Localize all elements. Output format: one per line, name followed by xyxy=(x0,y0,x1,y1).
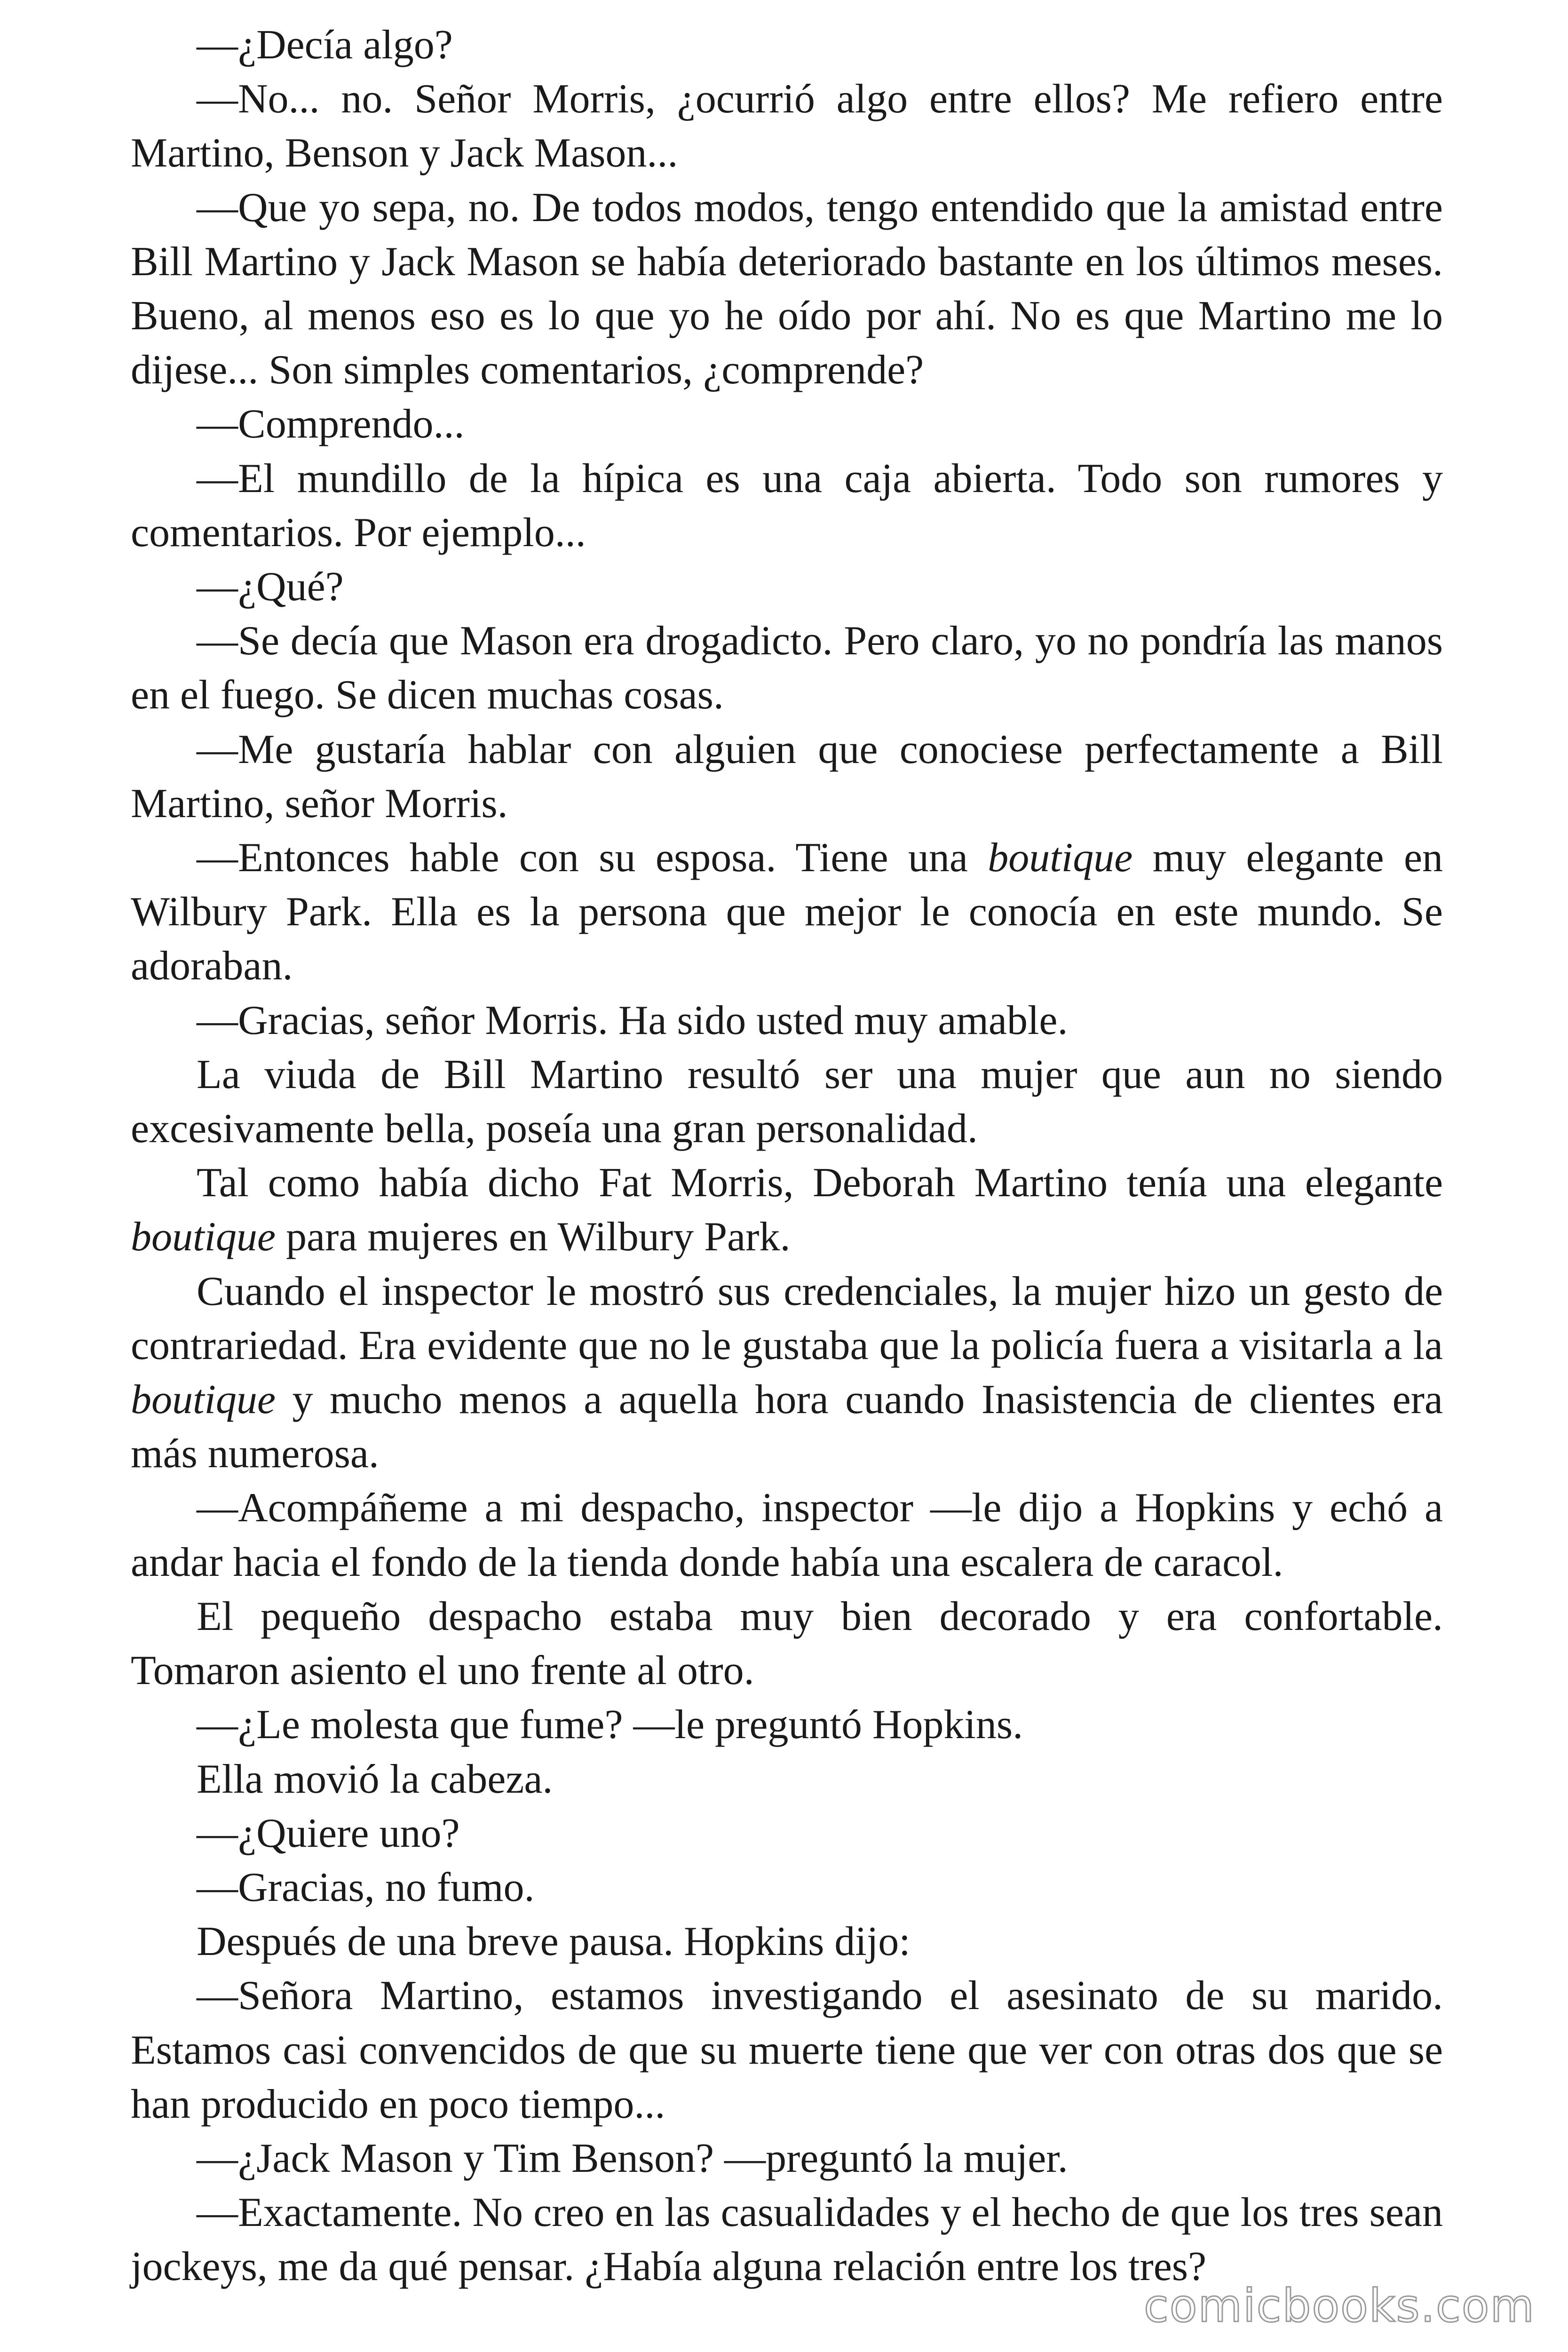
paragraph: —Señora Martino, estamos investigando el asesinato de su marido. Estamos casi convencidos de que su muerte tiene que ver con otras dos que se han producido en poco tiempo... xyxy=(131,1973,1443,2127)
italic-word: boutique xyxy=(131,1214,276,1260)
paragraph: —¿Jack Mason y Tim Benson? —preguntó la mujer. xyxy=(197,2135,1068,2181)
paragraph: —Se decía que Mason era drogadicto. Pero claro, yo no pondría las manos en el fuego. Se dicen muchas cosas. xyxy=(131,618,1443,718)
paragraph: —Acompáñeme a mi despacho, inspector —le dijo a Hopkins y echó a andar hacia el fondo de la tienda donde había una escalera de caracol. xyxy=(131,1485,1443,1585)
paragraph: Cuando el inspector le mostró sus credenciales, la mujer hizo un gesto de contrariedad. Era evidente que no le gustaba que la policía fuera a visitarla a la boutique y mucho menos a aquella hora cuando Inasistencia de clientes era más numerosa. xyxy=(131,1268,1443,1477)
page-body xyxy=(131,18,1443,2294)
paragraph: La viuda de Bill Martino resultó ser una mujer que aun no siendo excesivamente bella, poseía una gran personalidad. xyxy=(131,1051,1443,1152)
paragraph: —Me gustaría hablar con alguien que conociese perfectamente a Bill Martino, señor Morris. xyxy=(131,726,1443,826)
paragraph: —Gracias, no fumo. xyxy=(197,1864,535,1910)
paragraph: —¿Quiere uno? xyxy=(197,1810,460,1856)
paragraph: —Comprendo... xyxy=(197,401,465,447)
paragraph: Ella movió la cabeza. xyxy=(197,1756,553,1802)
paragraph: —No... no. Señor Morris, ¿ocurrió algo entre ellos? Me refiero entre Martino, Benson y Jack Mason... xyxy=(131,76,1443,176)
paragraph: —Que yo sepa, no. De todos modos, tengo entendido que la amistad entre Bill Martino y Jack Mason se había deteriorado bastante en los últimos meses. Bueno, al menos eso es lo que yo he oído por ahí. No es que Martino me lo dijese... Son simples comentarios, ¿comprende? xyxy=(131,184,1443,393)
paragraph: Tal como había dicho Fat Morris, Deborah Martino tenía una elegante boutique para mujeres en Wilbury Park. xyxy=(131,1160,1443,1260)
paragraph: El pequeño despacho estaba muy bien decorado y era confortable. Tomaron asiento el uno frente al otro. xyxy=(131,1593,1443,1694)
italic-word: boutique xyxy=(988,835,1133,881)
paragraph: —¿Le molesta que fume? —le preguntó Hopkins. xyxy=(197,1702,1023,1748)
paragraph: —Gracias, señor Morris. Ha sido usted muy amable. xyxy=(197,997,1068,1043)
watermark-logo: comicbooks.com xyxy=(1143,2280,1535,2332)
paragraph: —Exactamente. No creo en las casualidades y el hecho de que los tres sean jockeys, me da qué pensar. ¿Había alguna relación entre los tres? xyxy=(131,2190,1443,2290)
italic-word: boutique xyxy=(131,1377,276,1423)
paragraph: —¿Qué? xyxy=(197,564,344,610)
paragraph: —El mundillo de la hípica es una caja abierta. Todo son rumores y comentarios. Por ejemplo... xyxy=(131,455,1443,556)
paragraph: —¿Decía algo? xyxy=(197,22,453,68)
paragraph: Después de una breve pausa. Hopkins dijo: xyxy=(197,1919,911,1965)
paragraph: —Entonces hable con su esposa. Tiene una boutique muy elegante en Wilbury Park. Ella es la persona que mejor le conocía en este mundo. Se adoraban. xyxy=(131,835,1443,989)
